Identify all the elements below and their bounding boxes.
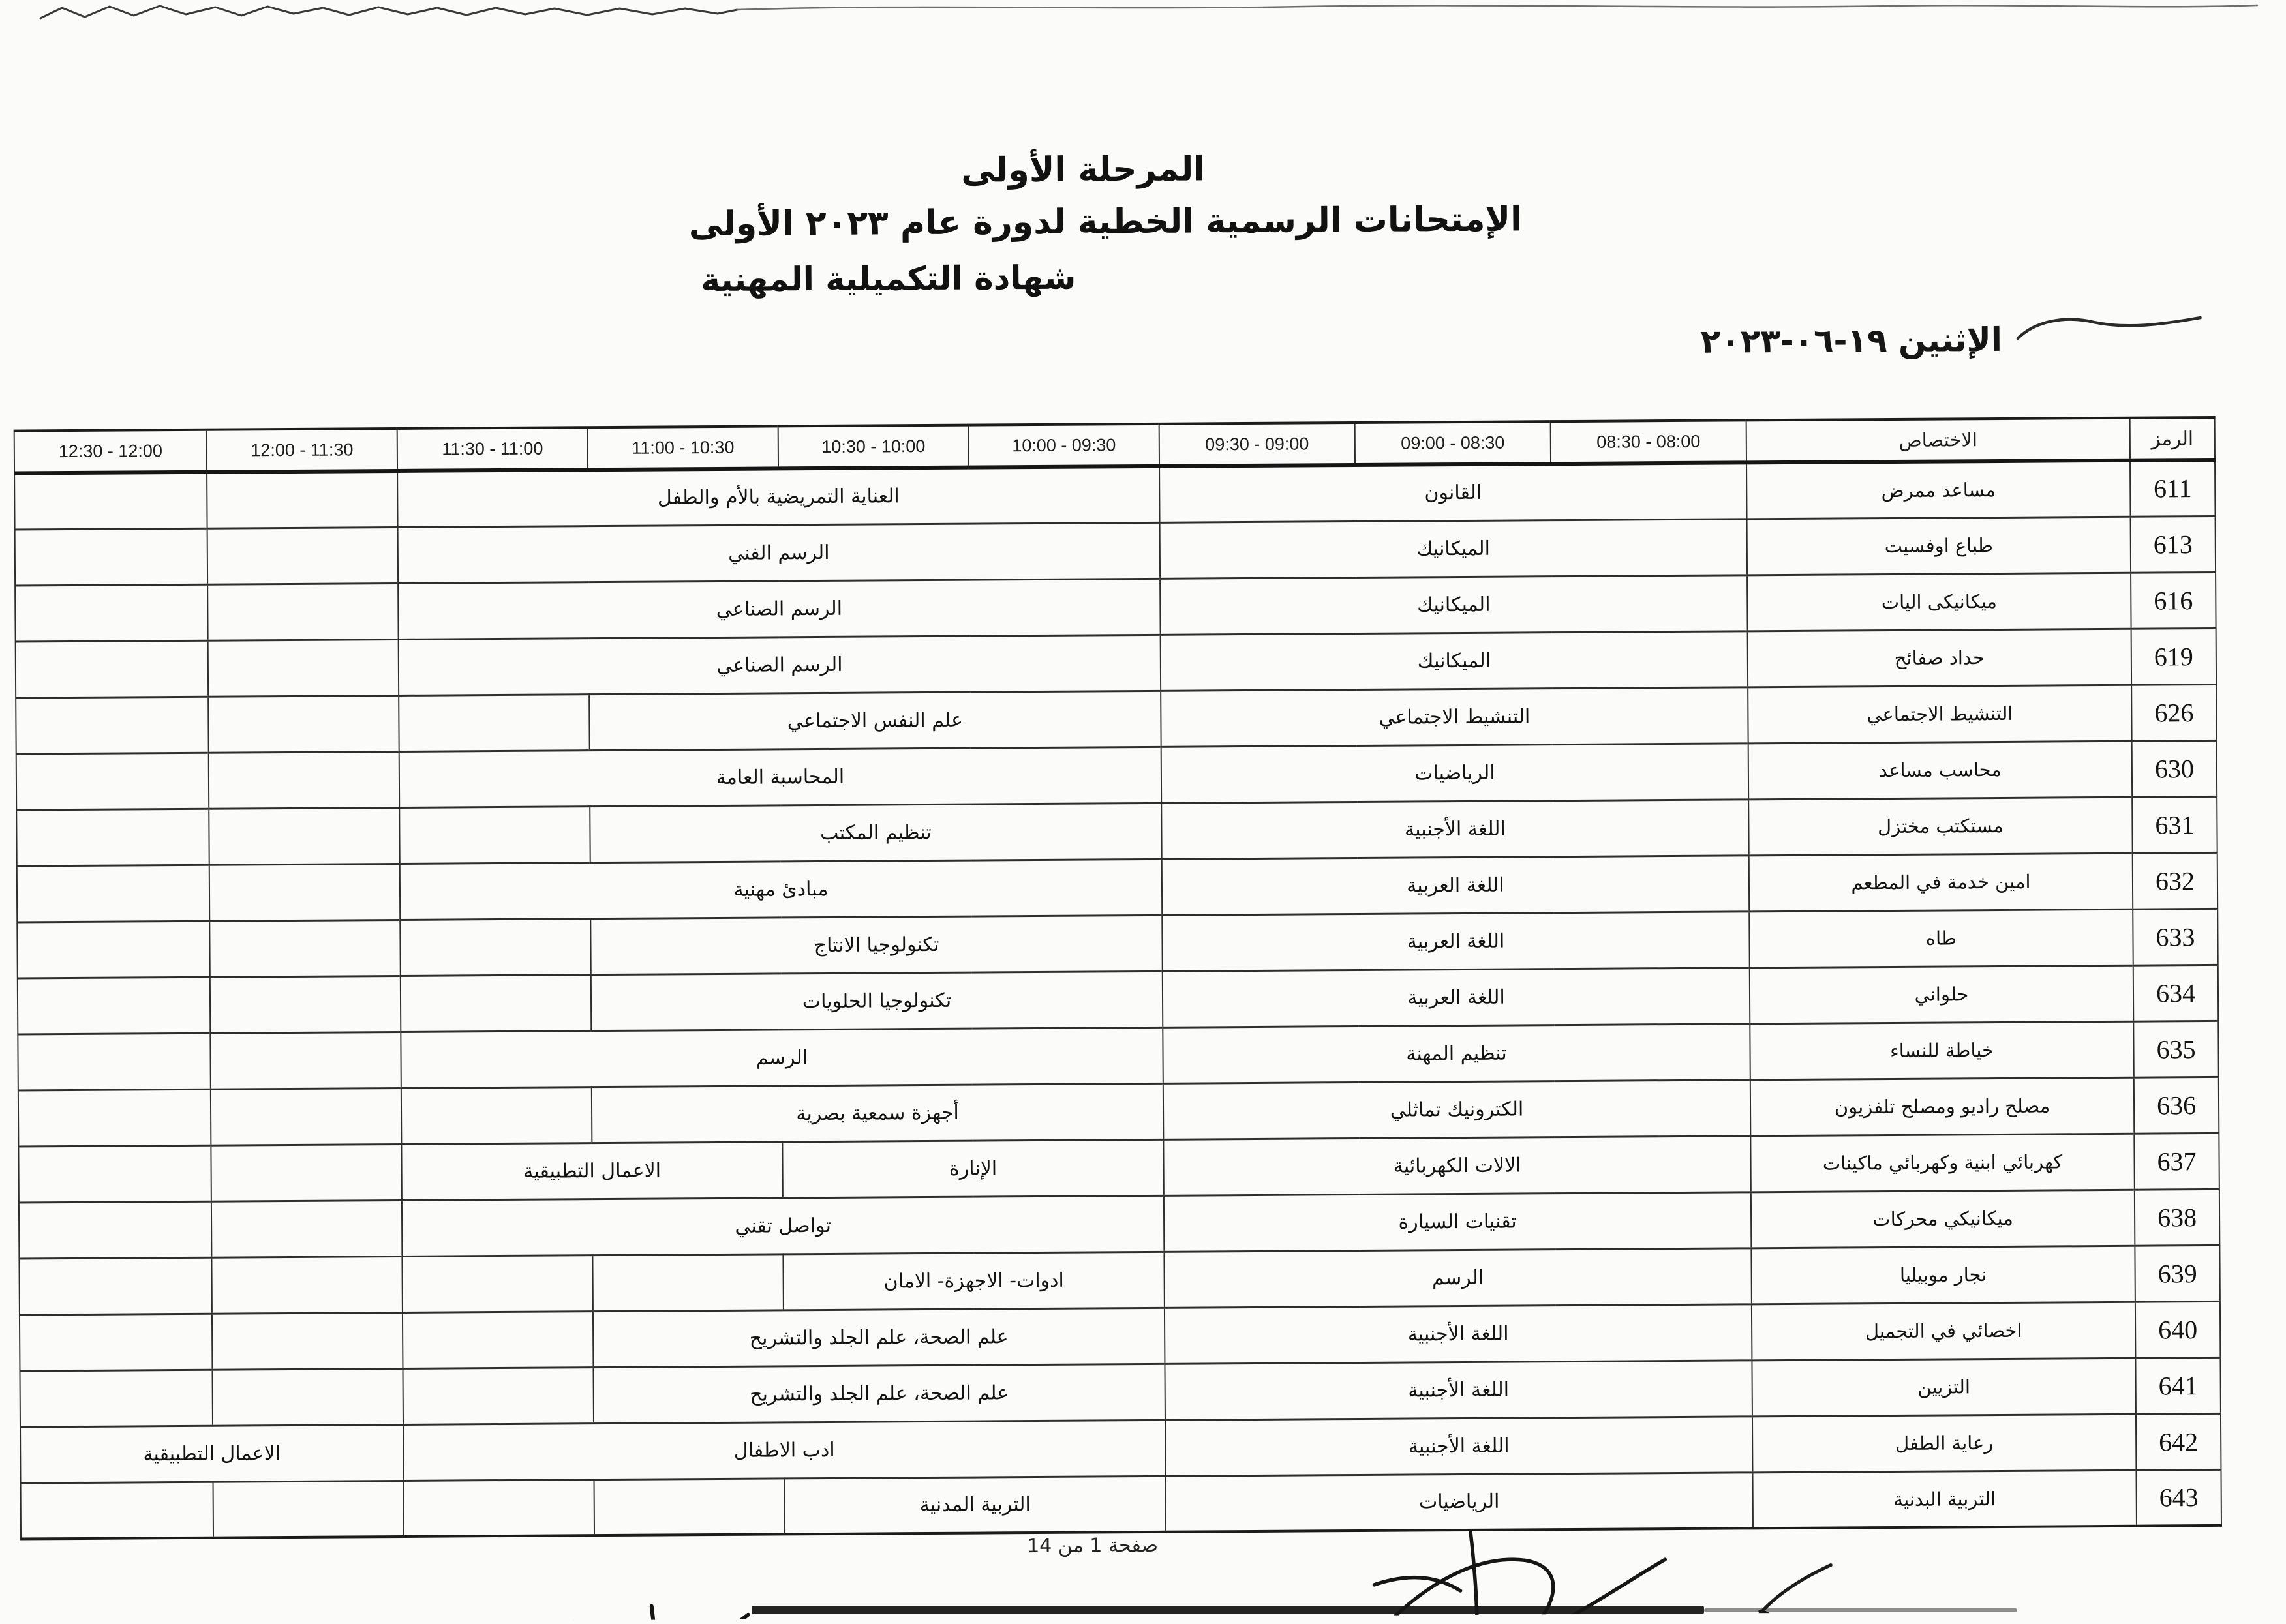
exam-subject-cell: القانون: [1159, 462, 1747, 522]
empty-slot-cell: [399, 806, 590, 864]
empty-slot-cell: [16, 809, 209, 866]
exam-subject-cell: علم النفس الاجتماعي: [589, 691, 1161, 750]
exam-date: الإثنين ١٩-٠٦-٢٠٢٣: [1700, 320, 2003, 361]
code-cell: 616: [2131, 572, 2216, 629]
empty-slot-cell: [207, 471, 398, 528]
empty-slot-cell: [211, 1144, 402, 1201]
header-code: الرمز: [2130, 417, 2215, 460]
exam-subject-cell: علم الصحة، علم الجلد والتشريح: [593, 1308, 1165, 1367]
exam-subject-cell: اللغة الأجنبية: [1165, 1304, 1752, 1363]
empty-slot-cell: [594, 1478, 785, 1535]
header-specialization: الاختصاص: [1746, 418, 2130, 463]
exam-subject-cell: الرياضيات: [1161, 743, 1749, 802]
exam-subject-cell: تكنولوجيا الانتاج: [590, 915, 1163, 974]
code-cell: 631: [2132, 796, 2217, 853]
header-timeslot: 12:30 - 12:00: [14, 430, 207, 474]
header-timeslot: 09:30 - 09:00: [1159, 423, 1355, 466]
empty-slot-cell: [592, 1254, 784, 1311]
empty-slot-cell: [14, 472, 207, 530]
exam-subject-cell: ادوات- الاجهزة- الامان: [783, 1252, 1165, 1310]
empty-slot-cell: [212, 1368, 403, 1426]
code-cell: 626: [2131, 684, 2217, 741]
page-title-exams: الإمتحانات الرسمية الخطية لدورة عام ٢٠٢٣ الأولى: [688, 200, 1523, 245]
empty-slot-cell: [18, 1145, 211, 1203]
specialization-cell: التربية البدنية: [1752, 1470, 2137, 1529]
exam-subject-cell: اللغة الأجنبية: [1161, 799, 1749, 858]
specialization-cell: حلواني: [1750, 965, 2134, 1024]
empty-slot-cell: [208, 639, 399, 697]
header-timeslot: 08:30 - 08:00: [1551, 420, 1746, 464]
exam-subject-cell: تواصل تقني: [402, 1195, 1165, 1256]
exam-subject-cell: اللغة الأجنبية: [1165, 1360, 1752, 1419]
exam-subject-cell: اللغة الأجنبية: [1165, 1416, 1753, 1475]
exam-subject-cell: الرسم الصناعي: [399, 635, 1161, 695]
specialization-cell: ميكانيكي محركات: [1751, 1190, 2135, 1248]
empty-slot-cell: [209, 807, 400, 865]
exam-subject-cell: اللغة العربية: [1162, 911, 1750, 970]
signature-mark-left: [507, 1606, 750, 1624]
exam-subject-cell: اللغة العربية: [1163, 967, 1750, 1027]
schedule-table-body: [14, 460, 2221, 1539]
header-timeslot: 11:30 - 11:00: [397, 427, 588, 471]
exam-subject-cell: أجهزة سمعية بصرية: [592, 1083, 1164, 1143]
code-cell: 638: [2135, 1189, 2220, 1246]
empty-slot-cell: [207, 527, 399, 584]
code-cell: 636: [2134, 1077, 2219, 1134]
specialization-cell: نجار موبيليا: [1751, 1246, 2135, 1304]
exam-subject-cell: علم الصحة، علم الجلد والتشريح: [593, 1364, 1165, 1423]
empty-slot-cell: [21, 1482, 214, 1539]
page-title-stage: المرحلة الأولى: [961, 149, 1206, 190]
specialization-cell: ميكانيكى اليات: [1747, 573, 2131, 631]
empty-slot-cell: [18, 1089, 211, 1147]
signature-mark-small: [1744, 1565, 1831, 1624]
exam-subject-cell: الميكانيك: [1161, 631, 1748, 690]
empty-slot-cell: [213, 1481, 404, 1538]
empty-slot-cell: [18, 1033, 211, 1090]
page-indicator: صفحة 1 من 14: [1027, 1533, 1159, 1558]
code-cell: 639: [2135, 1245, 2220, 1302]
empty-slot-cell: [400, 918, 591, 976]
empty-slot-cell: [403, 1367, 594, 1424]
header-timeslot: 10:00 - 09:30: [969, 424, 1159, 468]
exam-subject-cell: تنظيم المكتب: [590, 803, 1162, 862]
specialization-cell: محاسب مساعد: [1748, 741, 2133, 800]
specialization-cell: كهربائي ابنية وكهربائي ماكينات: [1750, 1134, 2135, 1192]
specialization-cell: التزيين: [1752, 1358, 2136, 1417]
exam-subject-cell: تكنولوجيا الحلويات: [591, 971, 1163, 1030]
empty-slot-cell: [208, 695, 399, 753]
exam-subject-cell: ادب الاطفال: [403, 1420, 1166, 1481]
empty-slot-cell: [20, 1314, 213, 1371]
empty-slot-cell: [401, 974, 592, 1032]
exam-subject-cell: التنشيط الاجتماعي: [1161, 687, 1748, 746]
exam-subject-cell: الرياضيات: [1165, 1472, 1753, 1531]
code-cell: 633: [2133, 909, 2218, 965]
specialization-cell: خياطة للنساء: [1750, 1021, 2134, 1080]
exam-subject-cell: الالات الكهربائية: [1163, 1135, 1751, 1195]
empty-slot-cell: [210, 976, 401, 1033]
code-cell: 643: [2136, 1469, 2221, 1526]
exam-subject-cell: الرسم الفني: [398, 522, 1161, 583]
specialization-cell: رعاية الطفل: [1752, 1414, 2137, 1473]
empty-slot-cell: [15, 528, 208, 586]
exam-schedule-table: [14, 416, 2222, 1541]
empty-slot-cell: [15, 584, 208, 642]
empty-slot-cell: [17, 921, 210, 978]
empty-slot-cell: [16, 697, 209, 754]
empty-slot-cell: [19, 1201, 212, 1259]
empty-slot-cell: [402, 1255, 593, 1312]
signature-mark-center: [1349, 1531, 1666, 1624]
empty-slot-cell: [207, 583, 399, 640]
code-cell: 640: [2135, 1301, 2221, 1358]
specialization-cell: امين خدمة في المطعم: [1749, 853, 2133, 912]
header-timeslot: 09:00 - 08:30: [1355, 421, 1551, 465]
exam-subject-cell: الاعمال التطبيقية: [20, 1424, 404, 1483]
code-cell: 611: [2130, 460, 2216, 517]
pen-mark-top-right: [2018, 318, 2201, 338]
page-title-certificate: شهادة التكميلية المهنية: [701, 258, 1076, 299]
empty-slot-cell: [212, 1312, 403, 1370]
header-timeslot: 10:30 - 10:00: [778, 425, 969, 469]
specialization-cell: مستكتب مختزل: [1748, 797, 2133, 856]
empty-slot-cell: [209, 864, 401, 921]
specialization-cell: اخصائي في التجميل: [1752, 1302, 2136, 1361]
empty-slot-cell: [403, 1311, 594, 1368]
code-cell: 613: [2131, 516, 2216, 573]
empty-slot-cell: [210, 1032, 401, 1089]
header-timeslot: 12:00 - 11:30: [207, 429, 397, 472]
exam-subject-cell: الاعمال التطبيقية: [401, 1141, 783, 1200]
exam-subject-cell: الميكانيك: [1160, 575, 1748, 634]
empty-slot-cell: [404, 1479, 595, 1537]
empty-slot-cell: [20, 1370, 213, 1427]
exam-subject-cell: اللغة العربية: [1162, 855, 1750, 914]
header-timeslot: 11:00 - 10:30: [588, 426, 778, 470]
exam-subject-cell: تقنيات السيارة: [1164, 1192, 1752, 1251]
empty-slot-cell: [17, 865, 210, 922]
code-cell: 634: [2133, 965, 2219, 1021]
specialization-cell: التنشيط الاجتماعي: [1748, 685, 2132, 744]
exam-subject-cell: مبادئ مهنية: [400, 859, 1163, 920]
exam-subject-cell: التربية المدنية: [785, 1476, 1166, 1535]
code-cell: 642: [2136, 1413, 2221, 1470]
code-cell: 632: [2133, 852, 2218, 909]
exam-subject-cell: الرسم: [401, 1027, 1163, 1088]
specialization-cell: طباع اوفسيت: [1747, 517, 2131, 575]
empty-slot-cell: [401, 1087, 592, 1144]
specialization-cell: طاه: [1749, 909, 2133, 968]
empty-slot-cell: [16, 640, 209, 698]
code-cell: 637: [2134, 1133, 2219, 1190]
empty-slot-cell: [209, 920, 401, 977]
specialization-cell: مصلح راديو ومصلح تلفزيون: [1750, 1077, 2135, 1136]
exam-subject-cell: المحاسبة العامة: [399, 747, 1162, 807]
exam-subject-cell: الرسم الصناعي: [398, 579, 1161, 639]
exam-subject-cell: الكترونيك تماثلي: [1163, 1079, 1751, 1139]
exam-subject-cell: تنظيم المهنة: [1163, 1023, 1750, 1083]
code-cell: 619: [2131, 628, 2217, 685]
specialization-cell: حداد صفائح: [1748, 629, 2132, 687]
empty-slot-cell: [211, 1200, 403, 1257]
code-cell: 630: [2132, 740, 2217, 797]
empty-slot-cell: [19, 1257, 212, 1315]
exam-subject-cell: الإنارة: [782, 1139, 1164, 1198]
empty-slot-cell: [399, 694, 590, 751]
exam-subject-cell: العناية التمريضية بالأم والطفل: [397, 466, 1160, 527]
empty-slot-cell: [211, 1256, 403, 1314]
exam-subject-cell: الميكانيك: [1160, 519, 1748, 578]
empty-slot-cell: [211, 1088, 402, 1145]
code-cell: 635: [2133, 1021, 2219, 1077]
empty-slot-cell: [18, 977, 211, 1034]
specialization-cell: مساعد ممرض: [1746, 460, 2131, 519]
code-cell: 641: [2135, 1357, 2221, 1414]
empty-slot-cell: [16, 753, 209, 810]
exam-subject-cell: الرسم: [1164, 1248, 1752, 1307]
empty-slot-cell: [209, 751, 400, 809]
